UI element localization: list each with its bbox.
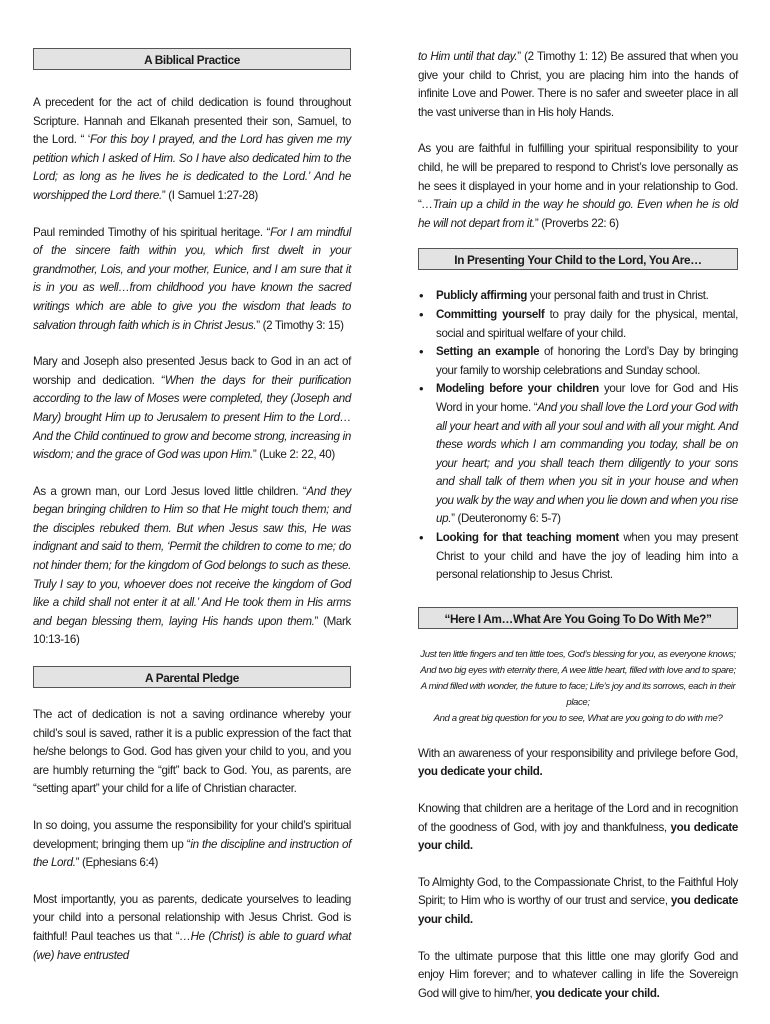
dedication-statement: With an awareness of your responsibility and privilege before God, you dedicate your child. [418, 746, 738, 779]
paragraph-faithful: As you are faithful in fulfilling your spiritual responsibility to your child, he will be prepared to respond to Christ’s love personally as he sees it displayed in your home and in your relationship to God. “…Train up a child in the way he should go. Even when he is old he will not depart from it.” (Proverbs 22: 6) [418, 142, 738, 230]
poem-line: And a great big question for you to see, What are you going to do with me? [433, 712, 723, 724]
paragraph-mary-joseph: Mary and Joseph also presented Jesus back to God in an act of worship and dedication. “When the days for their purification according to the law of Moses were completed, they (Joseph and Mary) brought Him up to Jerusalem to present Him to the Lord…And the Child continued to grow and become strong, increasing in wisdom; and the grace of God was upon Him.” (Luke 2: 22, 40) [33, 355, 351, 462]
paragraph-hannah-samuel: A precedent for the act of child dedication is found throughout Scripture. Hannah and Elkanah presented their son, Samuel, to the Lord. “ ‘For this boy I prayed, and the Lord has given me my petition which I asked of Him. So I have also dedicated him to the Lord; as long as he lives he is dedicated to the Lord.’ And he worshipped the Lord there.” (I Samuel 1:27-28) [33, 96, 352, 202]
commitment-list [418, 287, 738, 585]
paragraph-act-of-dedication: The act of dedication is not a saving ordinance whereby your child’s soul is saved, rather it is a public expression of the fact that he/she belongs to God. God has given your child to you, and you are humbly returning the “gift” back to God. You, as parents, are “setting apart” your child for a life of Christian character. [33, 708, 351, 796]
paragraph-most-importantly: Most importantly, you as parents, dedicate yourselves to leading your child into a personal relationship with Jesus Christ. God is faithful! Paul teaches us that “…He (Christ) is able to guard what (we) have entrusted [33, 892, 351, 962]
left-column [33, 48, 351, 965]
section-heading-here-i-am: “Here I Am…What Are You Going To Do With Me?” [418, 607, 738, 629]
poem-line: Just ten little fingers and ten little toes, God’s blessing for you, as everyone knows; [420, 648, 736, 660]
dedication-statement: Knowing that children are a heritage of the Lord and in recognition of the goodness of God, with joy and thankfulness, you dedicate your child. [418, 802, 738, 853]
dedication-statement: To Almighty God, to the Compassionate Christ, to the Faithful Holy Spirit; to Him who is worthy of our trust and service, you dedicate your child. [418, 875, 738, 926]
section-heading-biblical-practice: A Biblical Practice [33, 48, 351, 70]
paragraph-jesus-children: As a grown man, our Lord Jesus loved little children. “And they began bringing children to Him so that He might touch them; and the disciples rebuked them. But when Jesus saw this, He was indignant and said to them, ‘Permit the children to come to me; do not hinder them; for the kingdom of God belongs to such as these. Truly I say to you, whoever does not receive the kingdom of God like a child shall not enter it at all.’ And He took them in His arms and began blessing them, laying His hands upon them.” (Mark 10:13-16) [33, 484, 352, 647]
poem [418, 647, 738, 727]
list-item: • Publicly affirming your personal faith and trust in Christ. [436, 287, 738, 306]
poem-line: And two big eyes with eternity there, A wee little heart, filled with love and to spare; [420, 664, 736, 676]
list-item: • Setting an example of honoring the Lord’s Day by bringing your family to worship celebrations and Sunday school. [436, 343, 738, 380]
section-heading-parental-pledge: A Parental Pledge [33, 666, 351, 688]
paragraph-responsibility: In so doing, you assume the responsibility for your child’s spiritual development; bringing them up “in the discipline and instruction of the Lord.” (Ephesians 6:4) [33, 819, 351, 870]
paragraph-continued-quote: to Him until that day.” (2 Timothy 1: 12) Be assured that when you give your child to Christ, you are placing him into the hands of infinite Love and Power. There is no safer and sweeter place in all the vast universe than in His holy Hands. [418, 50, 738, 119]
list-item: • Committing yourself to pray daily for the physical, mental, social and spiritual welfare of your child. [436, 306, 738, 343]
paragraph-paul-timothy: Paul reminded Timothy of his spiritual heritage. “For I am mindful of the sincere faith within you, which first dwelt in your grandmother, Lois, and your mother, Eunice, and I am sure that it is in you as well…from childhood you have known the sacred writings which are able to give you the wisdom that leads to salvation through faith which is in Christ Jesus.” (2 Timothy 3: 15) [33, 225, 351, 332]
section-heading-presenting-child: In Presenting Your Child to the Lord, You Are… [418, 248, 738, 270]
poem-line: A mind filled with wonder, the future to face; Life’s joy and its sorrows, each in their place; [420, 680, 736, 708]
list-item: • Looking for that teaching moment when you may present Christ to your child and have the joy of leading him into a personal relationship to Jesus Christ. [436, 529, 738, 585]
dedication-statement: To the ultimate purpose that this little one may glorify God and enjoy Him forever; and to whatever calling in life the Sovereign God will give to him/her, you dedicate your child. [418, 949, 738, 1000]
right-column [418, 48, 738, 1003]
list-item: • Modeling before your children your love for God and His Word in your home. “And you shall love the Lord your God with all your heart and with all your soul and with all your might. And these words which I am commanding you today, shall be on your heart; and you shall teach them diligently to your sons and shall talk of them when you sit in your house and when you walk by the way and when you lie down and when you rise up.” (Deuteronomy 6: 5-7) [436, 380, 738, 529]
